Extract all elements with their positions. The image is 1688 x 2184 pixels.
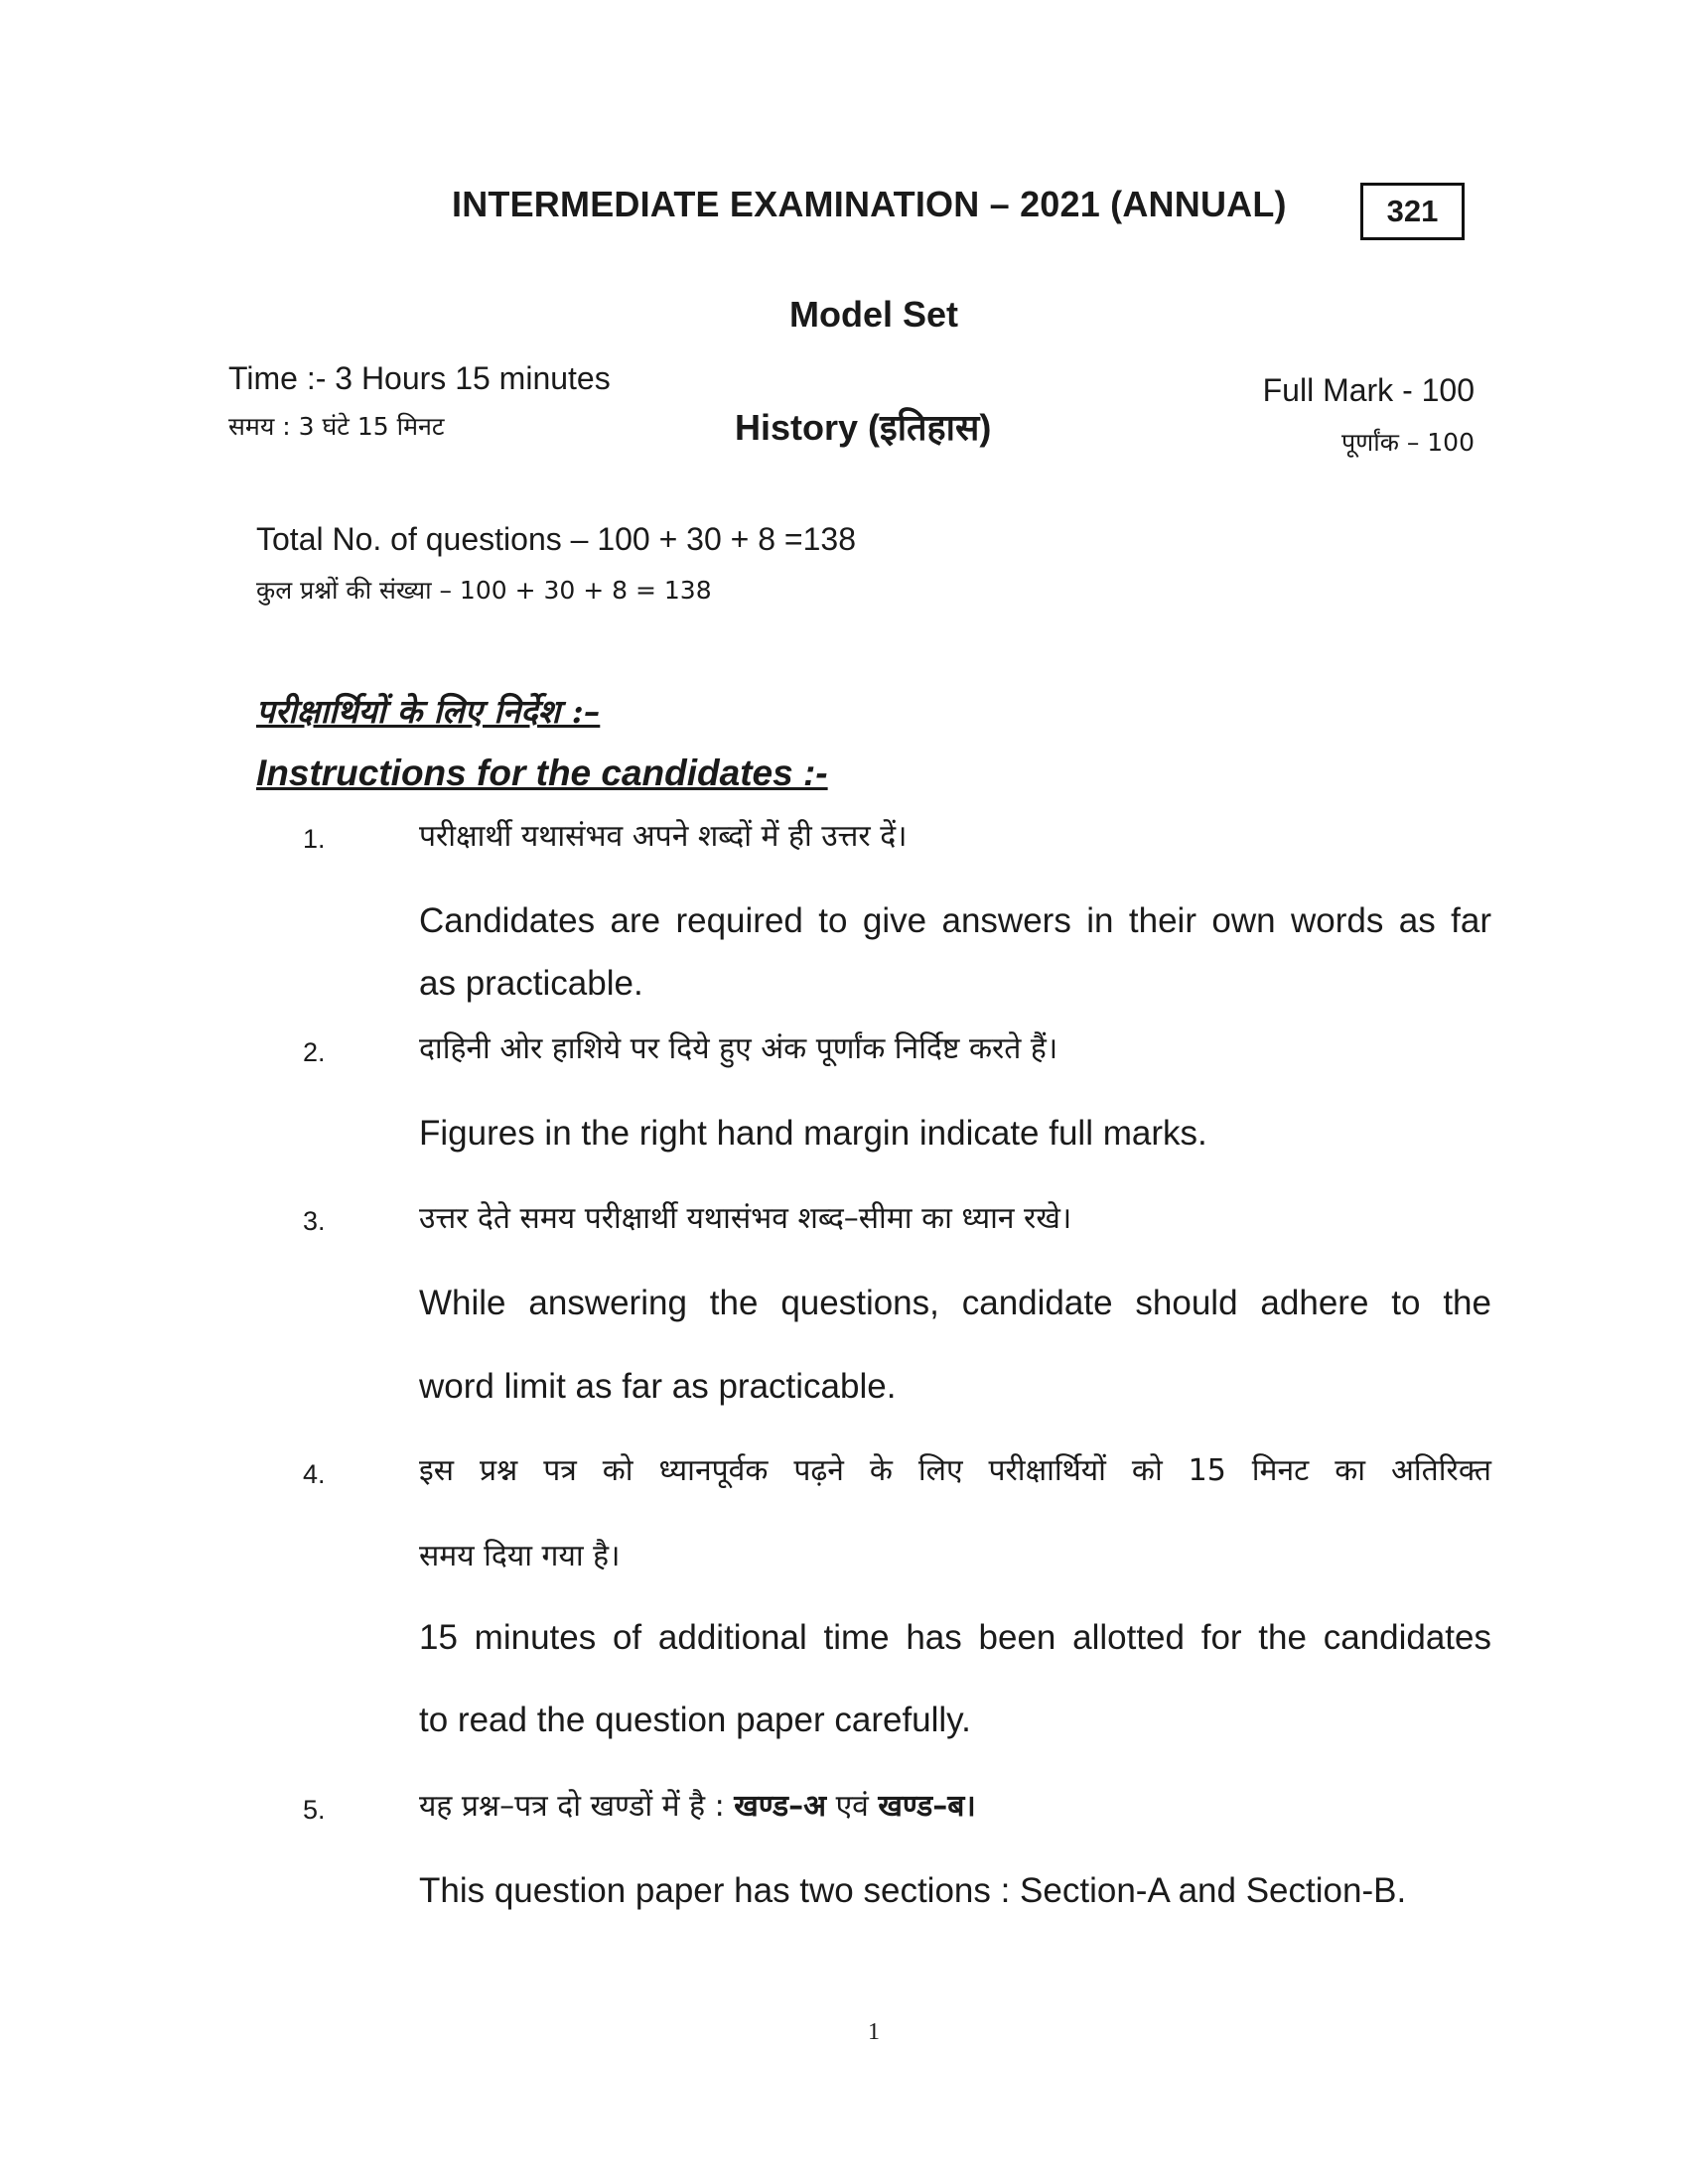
instruction-hindi-text: यह प्रश्न–पत्र दो खण्डों में है : (419, 1789, 735, 1824)
instruction-number: 3. (303, 1206, 326, 1236)
instruction-english: to read the question paper carefully. (419, 1701, 971, 1739)
instruction-english: Figures in the right hand margin indicate full marks. (419, 1114, 1207, 1153)
section-a-label-hindi: खण्ड–अ (734, 1789, 827, 1824)
instruction-hindi-text: एवं (826, 1789, 879, 1824)
full-mark-english: Full Mark - 100 (1262, 372, 1475, 408)
total-questions-english: Total No. of questions – 100 + 30 + 8 =138 (256, 521, 856, 557)
instruction-english: word limit as far as practicable. (419, 1367, 897, 1406)
instruction-hindi: दाहिनी ओर हाशिये पर दिये हुए अंक पूर्णांक निर्दिष्ट करते हैं। (419, 1031, 1058, 1066)
time-english: Time :- 3 Hours 15 minutes (228, 360, 611, 396)
instruction-hindi: उत्तर देते समय परीक्षार्थी यथासंभव शब्द–सीमा का ध्यान रखे। (419, 1201, 1072, 1236)
instruction-hindi: परीक्षार्थी यथासंभव अपने शब्दों में ही उत्तर दें। (419, 819, 908, 854)
section-b-label-hindi: खण्ड–ब। (878, 1789, 976, 1824)
instruction-hindi (419, 1784, 1491, 1825)
instruction-number: 5. (303, 1795, 326, 1825)
paper-code-box: 321 (1360, 183, 1465, 240)
instruction-number: 4. (303, 1459, 326, 1489)
subject-title: History (इतिहास) (735, 407, 992, 448)
instruction-number: 1. (303, 824, 326, 854)
instructions-heading-english: Instructions for the candidates :- (256, 752, 828, 793)
instructions-heading-hindi: परीक्षार्थियों के लिए निर्देश :– (256, 692, 601, 731)
instruction-hindi: समय दिया गया है। (419, 1539, 621, 1573)
instruction-english: as practicable. (419, 964, 643, 1003)
instruction-number: 2. (303, 1037, 326, 1067)
model-set-heading: Model Set (788, 294, 958, 335)
exam-title: INTERMEDIATE EXAMINATION – 2021 (ANNUAL) (452, 184, 1287, 224)
time-hindi: समय : 3 घंटे 15 मिनट (228, 412, 445, 441)
page-number: 1 (868, 2019, 880, 2045)
full-mark-hindi: पूर्णांक – 100 (1340, 428, 1475, 457)
instruction-english: Candidates are required to give answers in their own words as far (419, 901, 1491, 940)
instruction-english: This question paper has two sections : Section-A and Section-B. (419, 1871, 1407, 1910)
instruction-english: 15 minutes of additional time has been allotted for the candidates (419, 1618, 1491, 1657)
instruction-hindi: इस प्रश्न पत्र को ध्यानपूर्वक पढ़ने के लिए परीक्षार्थियों को 15 मिनट का अतिरिक्त (419, 1453, 1491, 1488)
instruction-english: While answering the questions, candidate should adhere to the (419, 1284, 1491, 1322)
total-questions-hindi: कुल प्रश्नों की संख्या – 100 + 30 + 8 = 138 (256, 576, 712, 605)
